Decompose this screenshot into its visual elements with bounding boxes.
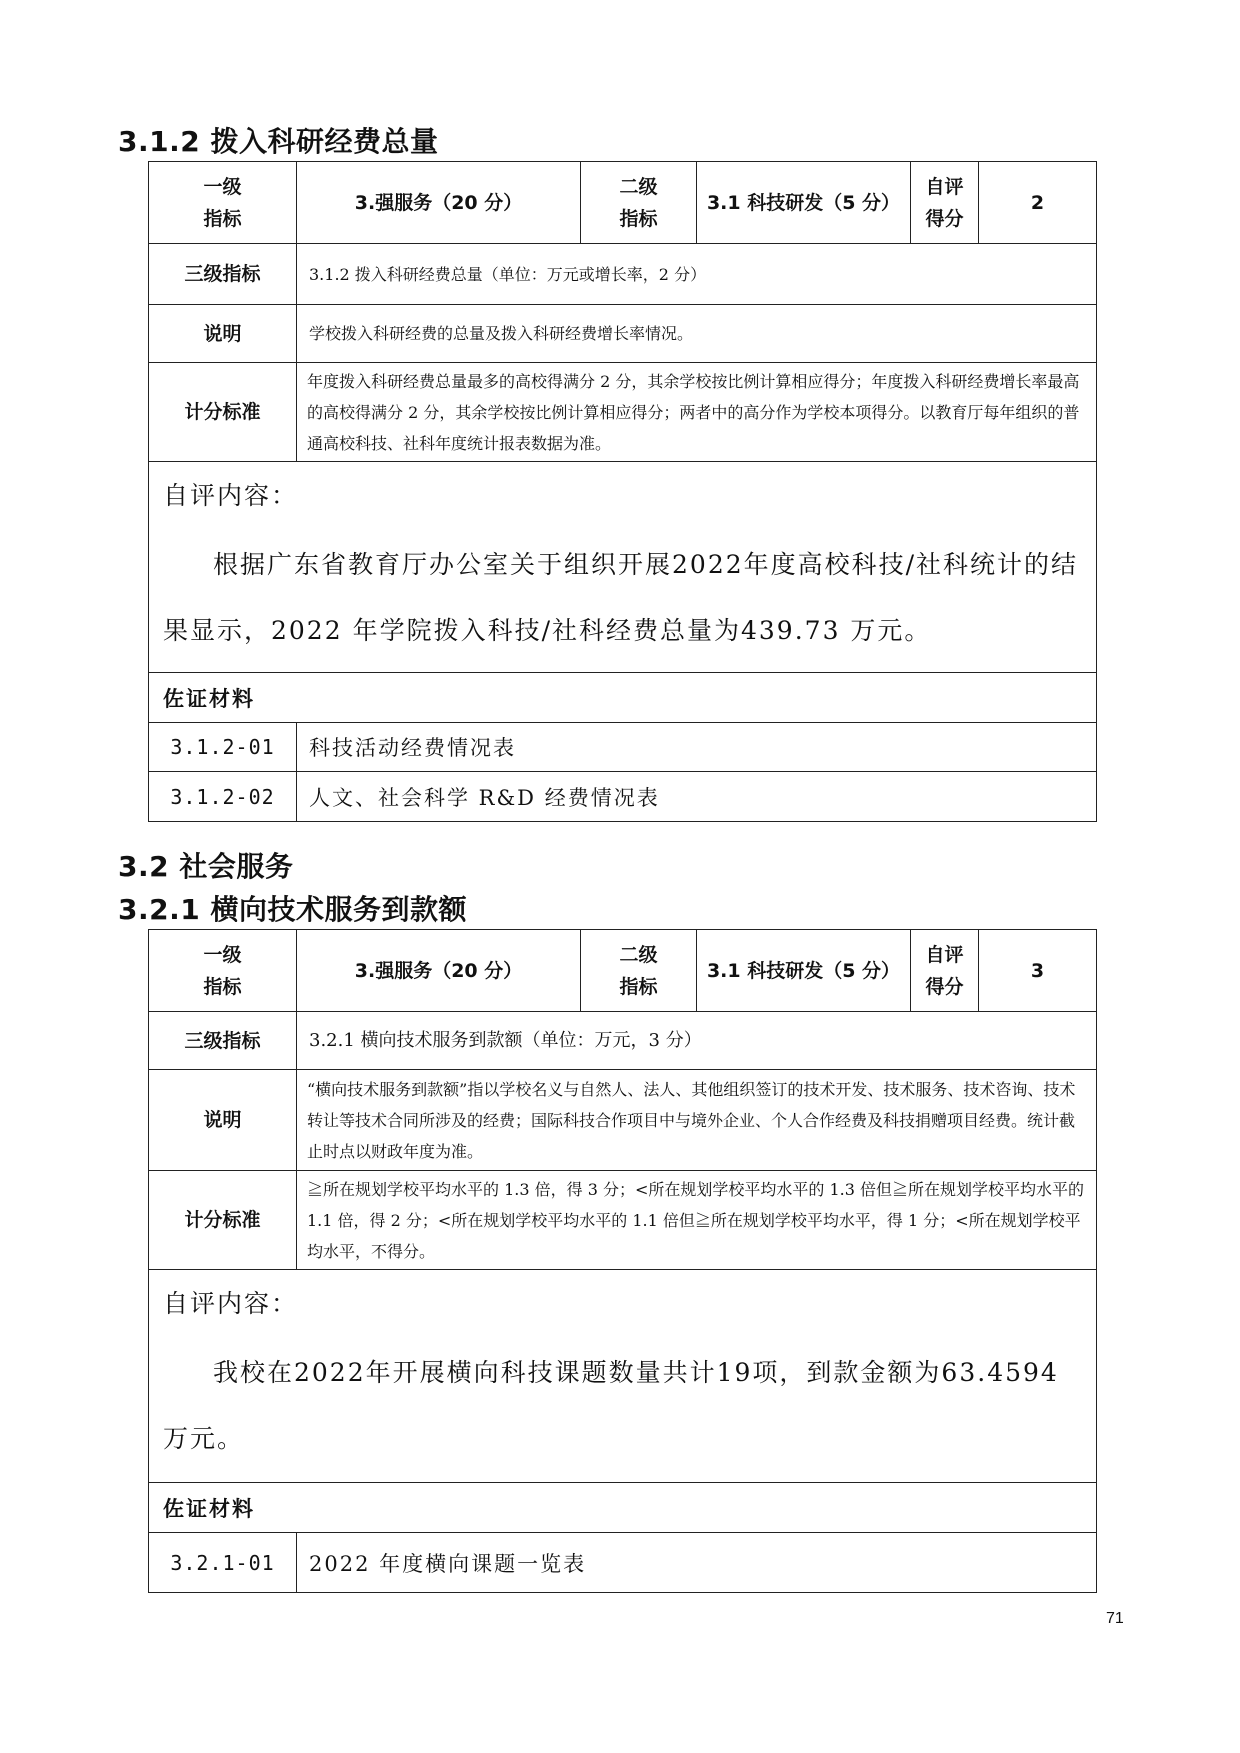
evidence-code: 3.1.2-02 bbox=[149, 772, 297, 822]
level1-value: 3.强服务（20 分） bbox=[297, 162, 581, 244]
evidence-name: 科技活动经费情况表 bbox=[297, 723, 1097, 772]
level1-label: 一级 指标 bbox=[149, 162, 297, 244]
section-heading: 3.2 社会服务 bbox=[118, 850, 294, 883]
level2-value: 3.1 科技研发（5 分） bbox=[697, 162, 911, 244]
page-number: 71 bbox=[1106, 1610, 1124, 1627]
score-value: 3 bbox=[979, 930, 1097, 1012]
evidence-code: 3.2.1-01 bbox=[149, 1533, 297, 1593]
description-value: 学校拨入科研经费的总量及拨入科研经费增长率情况。 bbox=[297, 305, 1097, 363]
criteria-label: 计分标准 bbox=[149, 1171, 297, 1270]
level1-value: 3.强服务（20 分） bbox=[297, 930, 581, 1012]
evidence-name: 人文、社会科学 R&D 经费情况表 bbox=[297, 772, 1097, 822]
self-evaluation-body: 根据广东省教育厅办公室关于组织开展2022年度高校科技/社科统计的结果显示，2022 年学院拨入科技/社科经费总量为439.73 万元。 bbox=[163, 550, 1079, 645]
level3-value: 3.2.1 横向技术服务到款额（单位：万元，3 分） bbox=[297, 1012, 1097, 1070]
level2-value: 3.1 科技研发（5 分） bbox=[697, 930, 911, 1012]
description-label: 说明 bbox=[149, 305, 297, 363]
level2-label: 二级 指标 bbox=[581, 930, 697, 1012]
self-evaluation bbox=[149, 462, 1097, 673]
evaluation-table bbox=[148, 929, 1097, 1593]
level3-value: 3.1.2 拨入科研经费总量（单位：万元或增长率，2 分） bbox=[297, 244, 1097, 305]
level2-label: 二级 指标 bbox=[581, 162, 697, 244]
level1-label: 一级 指标 bbox=[149, 930, 297, 1012]
evidence-heading: 佐证材料 bbox=[149, 1483, 1097, 1533]
level3-label: 三级指标 bbox=[149, 244, 297, 305]
evidence-heading: 佐证材料 bbox=[149, 673, 1097, 723]
description-value: “横向技术服务到款额”指以学校名义与自然人、法人、其他组织签订的技术开发、技术服务、技术咨询、技术转让等技术合同所涉及的经费；国际科技合作项目中与境外企业、个人合作经费及科技捐赠项目经费。统计截止时点以财政年度为准。 bbox=[297, 1070, 1097, 1171]
evidence-name: 2022 年度横向课题一览表 bbox=[297, 1533, 1097, 1593]
score-label: 自评 得分 bbox=[911, 930, 979, 1012]
criteria-label: 计分标准 bbox=[149, 363, 297, 462]
evidence-row bbox=[149, 723, 1097, 772]
evidence-row bbox=[149, 772, 1097, 822]
self-evaluation-body: 我校在2022年开展横向科技课题数量共计19项，到款金额为63.4594万元。 bbox=[163, 1358, 1059, 1453]
evaluation-table bbox=[148, 161, 1097, 822]
description-label: 说明 bbox=[149, 1070, 297, 1171]
evidence-code: 3.1.2-01 bbox=[149, 723, 297, 772]
criteria-value: ≧所在规划学校平均水平的 1.3 倍，得 3 分；<所在规划学校平均水平的 1.3 倍但≧所在规划学校平均水平的 1.1 倍，得 2 分；<所在规划学校平均水平的 1.1 倍但≧所在规划学校平均水平，得 1 分；<所在规划学校平均水平，不得分。 bbox=[297, 1171, 1097, 1270]
evidence-row bbox=[149, 1533, 1097, 1593]
self-evaluation-label: 自评内容： bbox=[163, 1289, 299, 1318]
score-label: 自评 得分 bbox=[911, 162, 979, 244]
self-evaluation bbox=[149, 1270, 1097, 1483]
score-value: 2 bbox=[979, 162, 1097, 244]
level3-label: 三级指标 bbox=[149, 1012, 297, 1070]
subsection-heading: 3.2.1 横向技术服务到款额 bbox=[118, 893, 467, 926]
self-evaluation-label: 自评内容： bbox=[163, 481, 299, 510]
criteria-value: 年度拨入科研经费总量最多的高校得满分 2 分，其余学校按比例计算相应得分；年度拨入科研经费增长率最高的高校得满分 2 分，其余学校按比例计算相应得分；两者中的高分作为学校本项得分。以教育厅每年组织的普通高校科技、社科年度统计报表数据为准。 bbox=[297, 363, 1097, 462]
section-heading: 3.1.2 拨入科研经费总量 bbox=[118, 125, 439, 158]
